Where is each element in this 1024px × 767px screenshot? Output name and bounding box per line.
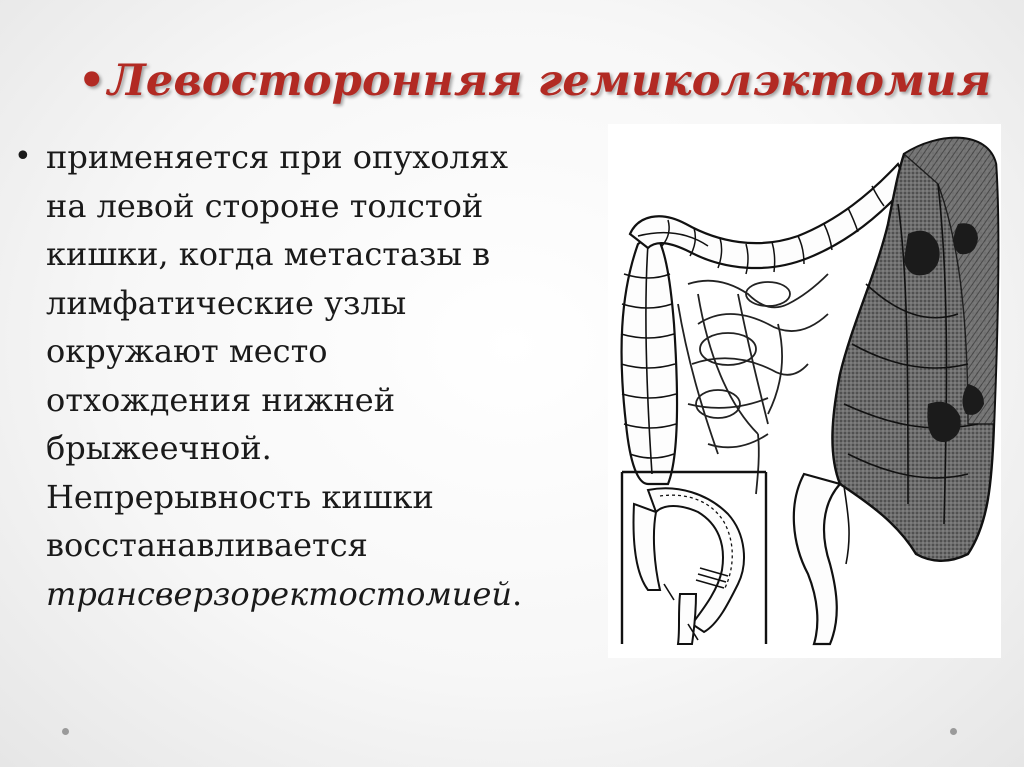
mesenteric-vessels <box>678 274 828 494</box>
text-line-last <box>46 570 594 619</box>
text-line: брыжеечной. <box>46 429 272 467</box>
title-text: Левосторонняя гемиколэктомия <box>107 56 992 106</box>
line-end-punct: . <box>512 574 523 613</box>
slide-title <box>78 56 992 106</box>
sigmoid-rectum <box>794 474 840 644</box>
footer-dot-left <box>62 728 69 735</box>
inset-anastomosis-diagram <box>634 488 744 644</box>
text-line: отхождения нижней <box>46 380 396 419</box>
bullet-marker: • <box>14 139 32 174</box>
text-line: кишки, когда метастазы в <box>46 235 491 273</box>
bullet-text-block <box>14 133 594 618</box>
text-line: окружают место <box>46 332 328 370</box>
text-line: восстанавливается <box>46 526 368 564</box>
text-line: лимфатические узлы <box>46 283 407 322</box>
text-line: применяется при опухолях <box>46 138 509 176</box>
colon-resection-illustration <box>608 124 1001 658</box>
text-line: Непрерывность кишки <box>46 477 434 516</box>
text-line: на левой стороне толстой <box>46 186 484 225</box>
colon-illustration-svg <box>608 124 1001 658</box>
footer-dot-right <box>950 728 957 735</box>
bullet-lines <box>46 133 594 618</box>
ascending-colon <box>622 232 678 484</box>
title-bullet: • <box>78 56 106 106</box>
transverse-colon <box>630 164 908 268</box>
italic-term: трансверзоректостомией <box>46 574 513 613</box>
